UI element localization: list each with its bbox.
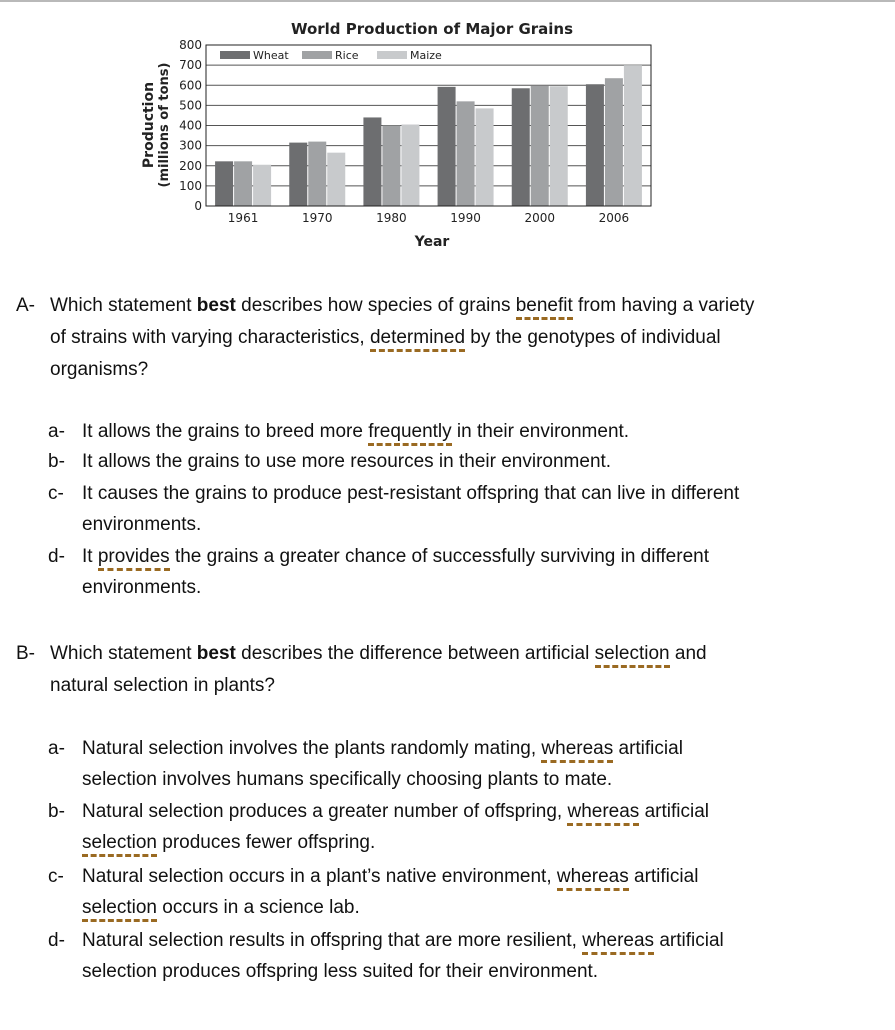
option-line [82, 828, 872, 859]
option-line: selection involves humans specifically choosing plants to mate. [82, 768, 613, 790]
spell-flag: whereas [567, 801, 639, 826]
option-text [82, 479, 872, 540]
legend-label-maize: Maize [410, 49, 442, 62]
option-letter: d- [48, 546, 65, 567]
spell-flag: selection [595, 643, 670, 668]
question-a-label: A- [16, 295, 35, 316]
option-letter: d- [48, 930, 65, 951]
text: from having a variety [572, 295, 755, 316]
text: produces fewer offspring. [157, 831, 376, 853]
option-line [82, 797, 872, 828]
option-letter: a- [48, 738, 65, 759]
spell-flag: whereas [557, 866, 629, 891]
option-letter: a- [48, 421, 65, 442]
y-tick-label: 600 [179, 78, 202, 93]
bar-rice-1970 [308, 142, 326, 206]
bold-text: best [196, 643, 236, 664]
y-tick-label: 700 [179, 58, 202, 73]
legend [220, 49, 442, 62]
text: Which statement [50, 643, 197, 664]
spell-flag: whereas [541, 738, 613, 763]
bar-wheat-1980 [363, 117, 381, 206]
bar-wheat-1961 [215, 161, 233, 206]
text: Natural selection involves the plants randomly mating, [82, 738, 542, 759]
option-text [82, 862, 872, 923]
text: describes how species of grains [235, 295, 516, 316]
y-axis-label-line2: (millions of tons) [157, 62, 172, 188]
bar-maize-1961 [253, 165, 271, 206]
x-tick-label: 2000 [524, 211, 556, 225]
text: Which statement [50, 295, 197, 316]
y-tick-label: 400 [179, 118, 202, 133]
option-text [82, 734, 872, 795]
option-line: environments. [82, 576, 202, 598]
option-text [82, 542, 872, 603]
text: in their environment. [451, 421, 630, 442]
text: Natural selection produces a greater number of offspring, [82, 801, 568, 822]
bar-wheat-1990 [438, 87, 456, 206]
text: of strains with varying characteristics, [50, 327, 370, 348]
text: It [82, 546, 98, 567]
spell-flag: selection [82, 832, 157, 857]
option-letter: c- [48, 866, 64, 887]
text: artificial [639, 801, 709, 822]
y-tick-label: 800 [179, 38, 202, 52]
option-text [82, 797, 872, 858]
bar-rice-2006 [605, 78, 623, 206]
y-tick-label: 500 [179, 98, 202, 113]
text: It allows the grains to breed more [82, 421, 369, 442]
bar-maize-2006 [624, 65, 642, 206]
bar-rice-1961 [234, 161, 252, 206]
bar-maize-1980 [401, 124, 419, 206]
x-tick-label: 1980 [376, 211, 407, 225]
bold-text: best [196, 295, 236, 316]
text: Natural selection occurs in a plant’s native environment, [82, 866, 557, 887]
question-a [16, 290, 876, 390]
option-line [82, 926, 872, 957]
spell-flag: selection [82, 897, 157, 922]
option-letter: c- [48, 483, 64, 504]
text: artificial [628, 866, 699, 887]
question-a-stem [50, 290, 860, 386]
question-b-line2: natural selection in plants? [50, 675, 275, 696]
option-text: It allows the grains to use more resources in their environment. [82, 451, 612, 472]
question-a-line1 [50, 290, 860, 322]
option-line: It causes the grains to produce pest-resistant offspring that can live in different [82, 483, 740, 504]
question-b-label: B- [16, 643, 35, 664]
question-b-stem [50, 638, 860, 702]
text: and [669, 643, 707, 664]
x-axis-label: Year [414, 234, 450, 250]
legend-label-rice: Rice [335, 49, 359, 62]
bar-rice-1980 [382, 126, 400, 207]
x-tick-label: 1990 [450, 211, 481, 225]
x-tick-labels [228, 211, 629, 225]
option-line [82, 893, 872, 924]
bar-wheat-2006 [586, 84, 604, 206]
legend-swatch-wheat [220, 51, 250, 59]
gridlines [206, 45, 651, 206]
option-line: selection produces offspring less suited for their environment. [82, 960, 599, 982]
bar-wheat-2000 [512, 88, 530, 206]
spell-flag: determined [370, 327, 465, 352]
x-tick-label: 1961 [227, 211, 259, 225]
bars [215, 65, 642, 206]
text: artificial [613, 738, 683, 759]
option-line [82, 862, 872, 893]
bar-maize-2000 [550, 86, 568, 206]
chart-title: World Production of Major Grains [290, 20, 574, 38]
x-tick-label: 2006 [598, 211, 630, 225]
y-tick-label: 300 [179, 138, 202, 153]
option-line: environments. [82, 513, 202, 535]
question-b [16, 638, 876, 704]
y-axis-label-line1: Production [141, 81, 157, 169]
x-tick-label: 1970 [301, 211, 333, 225]
text: describes the difference between artificial [235, 643, 595, 664]
y-tick-label: 200 [179, 158, 202, 173]
text: by the genotypes of individual [465, 327, 721, 348]
question-b-line1 [50, 638, 860, 670]
text: Natural selection results in offspring that are more resilient, [82, 930, 583, 951]
y-tick-label: 100 [179, 178, 202, 193]
bar-rice-2000 [531, 86, 549, 206]
bar-maize-1990 [476, 108, 494, 206]
question-a-line2 [50, 322, 860, 354]
option-line [82, 542, 872, 573]
y-tick-labels [179, 38, 202, 213]
text: the grains a greater chance of successfully surviving in different [169, 546, 709, 567]
question-a-line3: organisms? [50, 359, 149, 380]
spell-flag: benefit [516, 295, 573, 320]
bar-maize-1970 [327, 153, 345, 206]
spell-flag: frequently [368, 421, 451, 446]
option-letter: b- [48, 451, 65, 472]
option-text [82, 926, 872, 987]
legend-swatch-maize [377, 51, 407, 59]
legend-swatch-rice [302, 51, 332, 59]
option-line [82, 734, 872, 765]
text: occurs in a science lab. [157, 896, 360, 918]
spell-flag: whereas [582, 930, 654, 955]
y-tick-label: 0 [194, 199, 202, 213]
bar-rice-1990 [457, 101, 475, 206]
spell-flag: provides [98, 546, 170, 571]
option-letter: b- [48, 801, 65, 822]
bar-wheat-1970 [289, 143, 307, 206]
legend-label-wheat: Wheat [253, 49, 289, 62]
grain-production-chart [0, 0, 895, 260]
text: artificial [654, 930, 724, 951]
option-text [82, 417, 872, 448]
